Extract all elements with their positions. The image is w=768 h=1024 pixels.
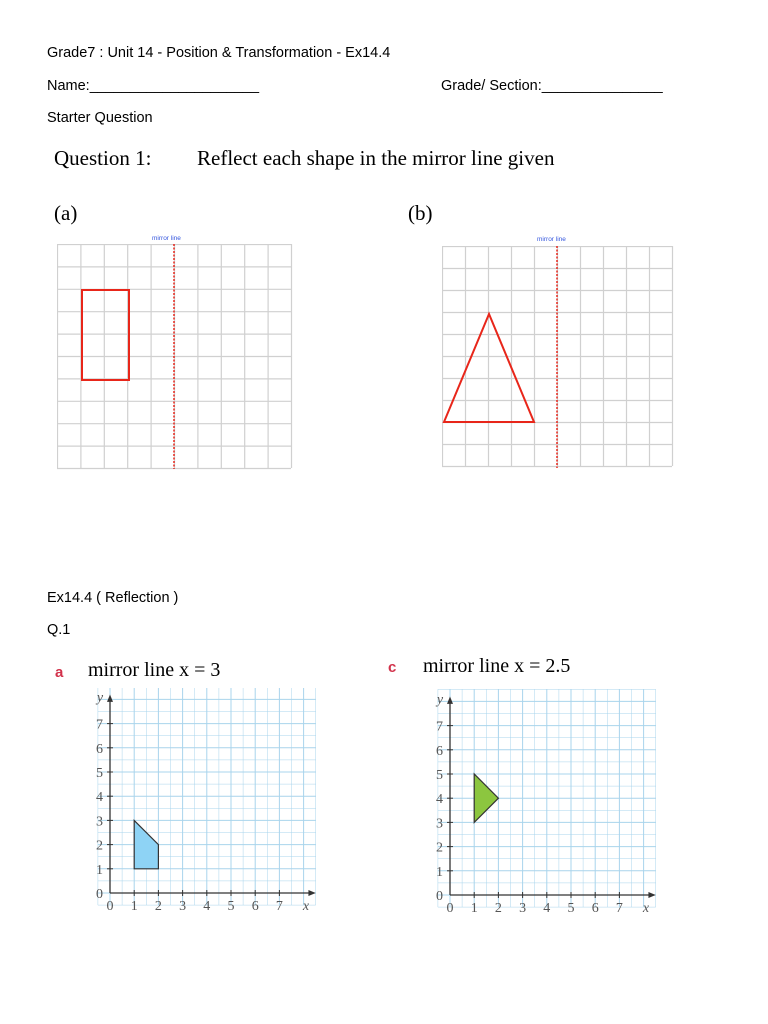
name-field[interactable]: Name:_____________________ <box>47 78 260 94</box>
y-tick-label: 4 <box>436 792 443 808</box>
part-a-label: (a) <box>54 201 78 225</box>
x-axis-arrow <box>648 892 655 898</box>
grade-section-field[interactable]: Grade/ Section:_______________ <box>441 78 663 94</box>
x-tick-label: 0 <box>106 899 114 914</box>
red-rectangle <box>82 290 129 380</box>
y-tick-label: 7 <box>436 719 443 735</box>
coordinate-grid-c <box>420 685 675 923</box>
y-tick-label: 3 <box>96 814 103 830</box>
mirror-line-x3: mirror line x = 3 <box>88 659 221 681</box>
x-tick-label: 4 <box>543 901 551 916</box>
x-tick-label: 6 <box>591 901 599 916</box>
y-tick-label: 5 <box>96 766 103 781</box>
y-tick-label: 7 <box>96 717 103 733</box>
grid-a <box>57 244 295 470</box>
x-tick-label: 1 <box>130 899 138 914</box>
exercise-heading: Ex14.4 ( Reflection ) <box>47 590 179 606</box>
x-tick-label: 2 <box>494 901 502 916</box>
part-c-letter: c <box>388 659 397 676</box>
y-tick-label: 3 <box>436 816 443 832</box>
y-tick-label: 6 <box>96 741 103 757</box>
question-1-label: Question 1: <box>54 146 152 170</box>
x-tick-label: 0 <box>446 901 454 916</box>
x-tick-label: 1 <box>470 901 478 916</box>
worksheet-title: Grade7 : Unit 14 - Position & Transformation - Ex14.4 <box>47 45 391 61</box>
x-tick-label: 7 <box>615 901 623 916</box>
y-tick-label: 5 <box>436 768 443 783</box>
x-tick-label: 4 <box>203 899 211 914</box>
x-tick-label: 6 <box>251 899 259 914</box>
coordinate-grid-c-content <box>435 689 656 916</box>
y-tick-label: 1 <box>436 864 443 880</box>
y-tick-label: 0 <box>436 889 443 904</box>
y-axis-arrow <box>107 695 113 702</box>
y-axis-label: y <box>96 690 104 706</box>
x-tick-label: 5 <box>227 899 235 914</box>
y-axis-arrow <box>447 697 453 704</box>
x-tick-label: 5 <box>567 901 575 916</box>
y-tick-label: 1 <box>96 862 103 878</box>
x-axis-label: x <box>302 899 310 914</box>
y-tick-label: 2 <box>96 838 103 854</box>
y-tick-label: 4 <box>96 790 103 806</box>
y-tick-label: 2 <box>436 840 443 856</box>
x-axis-label: x <box>642 901 650 916</box>
coordinate-grid-a <box>85 688 330 923</box>
part-a-letter: a <box>55 664 64 681</box>
y-axis-label: y <box>436 692 444 708</box>
x-tick-label: 2 <box>154 899 162 914</box>
x-tick-label: 3 <box>519 901 527 916</box>
part-b-label: (b) <box>408 201 433 225</box>
x-axis-arrow <box>308 890 315 896</box>
mirror-line-label-b: mirror line <box>537 236 566 243</box>
x-tick-label: 7 <box>275 899 283 914</box>
grid-b <box>442 246 674 468</box>
y-tick-label: 6 <box>436 743 443 759</box>
starter-question-label: Starter Question <box>47 110 153 126</box>
mirror-line-label-a: mirror line <box>152 235 181 242</box>
mirror-line-x2-5: mirror line x = 2.5 <box>423 655 571 677</box>
x-tick-label: 3 <box>179 899 187 914</box>
y-tick-label: 0 <box>96 887 103 902</box>
question-number: Q.1 <box>47 622 71 638</box>
question-1-instruction: Reflect each shape in the mirror line given <box>197 146 555 170</box>
coordinate-grid-a-content <box>95 688 316 914</box>
